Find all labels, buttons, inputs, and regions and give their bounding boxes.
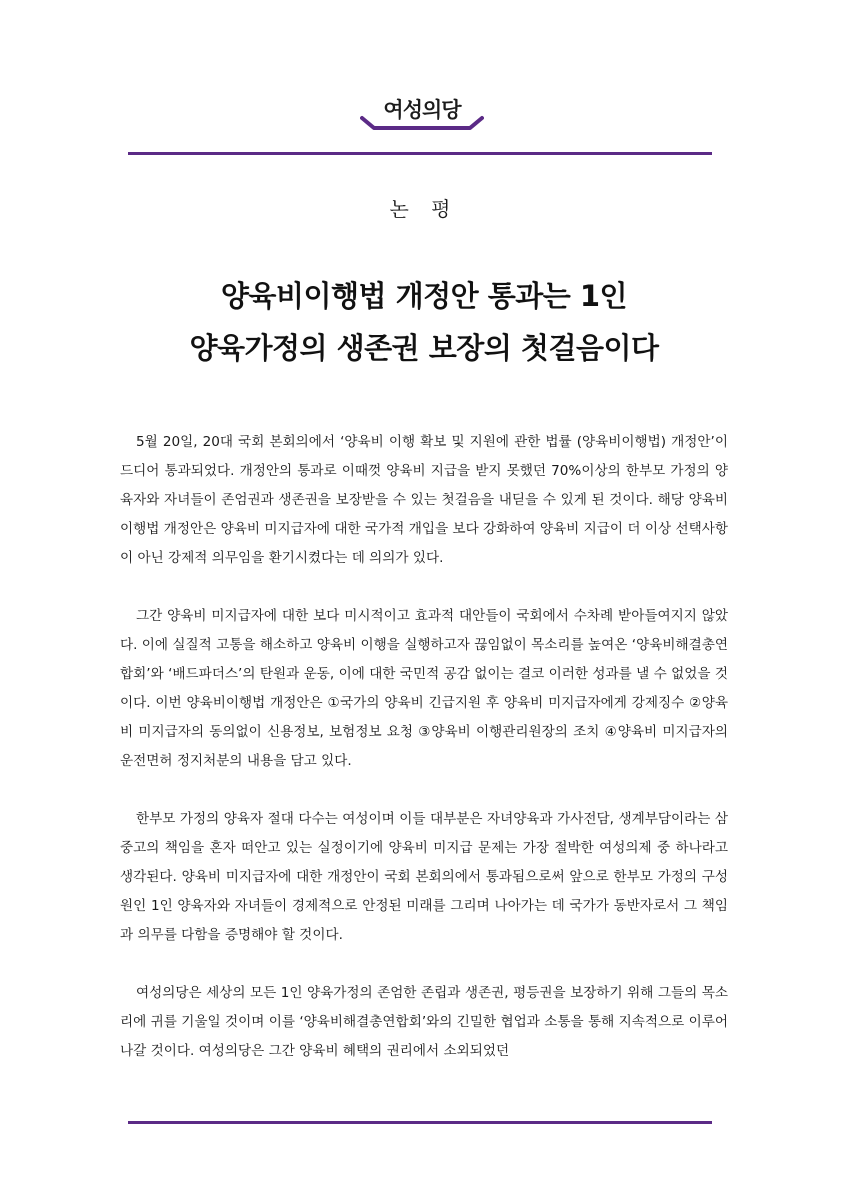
party-logo xyxy=(360,92,484,134)
document-body xyxy=(120,428,728,1066)
paragraph-3: 한부모 가정의 양육자 절대 다수는 여성이며 이들 대부분은 자녀양육과 가사전담, 생계부담이라는 삼중고의 책임을 혼자 떠안고 있는 실정이기에 양육비 미지급 문제는 가장 절박한 여성의제 중 하나라고 생각된다. 양육비 미지급자에 대한 개정안이 국회 본회의에서 통과됨으로써 앞으로 한부모 가정의 구성원인 1인 양육자와 자녀들이 경제적으로 안정된 미래를 그리며 나아가는 데 국가가 동반자로서 그 책임과 의무를 다함을 증명해야 할 것이다. xyxy=(120,811,728,943)
paragraph-2: 그간 양육비 미지급자에 대한 보다 미시적이고 효과적 대안들이 국회에서 수차례 받아들여지지 않았다. 이에 실질적 고통을 해소하고 양육비 이행을 실행하고자 끊임없이 목소리를 높여온 ‘양육비해결총연합회’와 ‘배드파더스’의 탄원과 운동, 이에 대한 국민적 공감 없이는 결코 이러한 성과를 낼 수 없었을 것이다. 이번 양육비이행법 개정안은 ①국가의 양육비 긴급지원 후 양육비 미지급자에게 강제징수 ②양육비 미지급자의 동의없이 신용정보, 보험정보 요청 ③양육비 이행관리원장의 조치 ④양육비 미지급자의 운전면허 정지처분의 내용을 담고 있다. xyxy=(120,608,728,769)
paragraph-4: 여성의당은 세상의 모든 1인 양육가정의 존엄한 존립과 생존권, 평등권을 보장하기 위해 그들의 목소리에 귀를 기울일 것이며 이를 ‘양육비해결총연합회’와의 긴밀한 협업과 소통을 통해 지속적으로 이루어나갈 것이다. 여성의당은 그간 양육비 혜택의 권리에서 소외되었던 xyxy=(120,985,728,1059)
paragraph-1: 5월 20일, 20대 국회 본회의에서 ‘양육비 이행 확보 및 지원에 관한 법률 (양육비이행법) 개정안’이 드디어 통과되었다. 개정안의 통과로 이때껏 양육비 지급을 받지 못했던 70%이상의 한부모 가정의 양육자와 자녀들이 존엄권과 생존권을 보장받을 수 있는 첫걸음을 내딛을 수 있게 된 것이다. 해당 양육비이행법 개정안은 양육비 미지급자에 대한 국가적 개입을 보다 강화하여 양육비 지급이 더 이상 선택사항이 아닌 강제적 의무임을 환기시켰다는 데 의의가 있다. xyxy=(120,434,728,566)
footer-divider xyxy=(128,1121,712,1124)
document-type-label: 논 평 xyxy=(389,197,459,221)
header-divider xyxy=(128,152,712,155)
logo-text: 여성의당 xyxy=(383,98,461,122)
title-line-2: 양육가정의 생존권 보장의 첫걸음이다 xyxy=(189,331,659,365)
title-line-1: 양육비이행법 개정안 통과는 1인 xyxy=(220,279,628,313)
